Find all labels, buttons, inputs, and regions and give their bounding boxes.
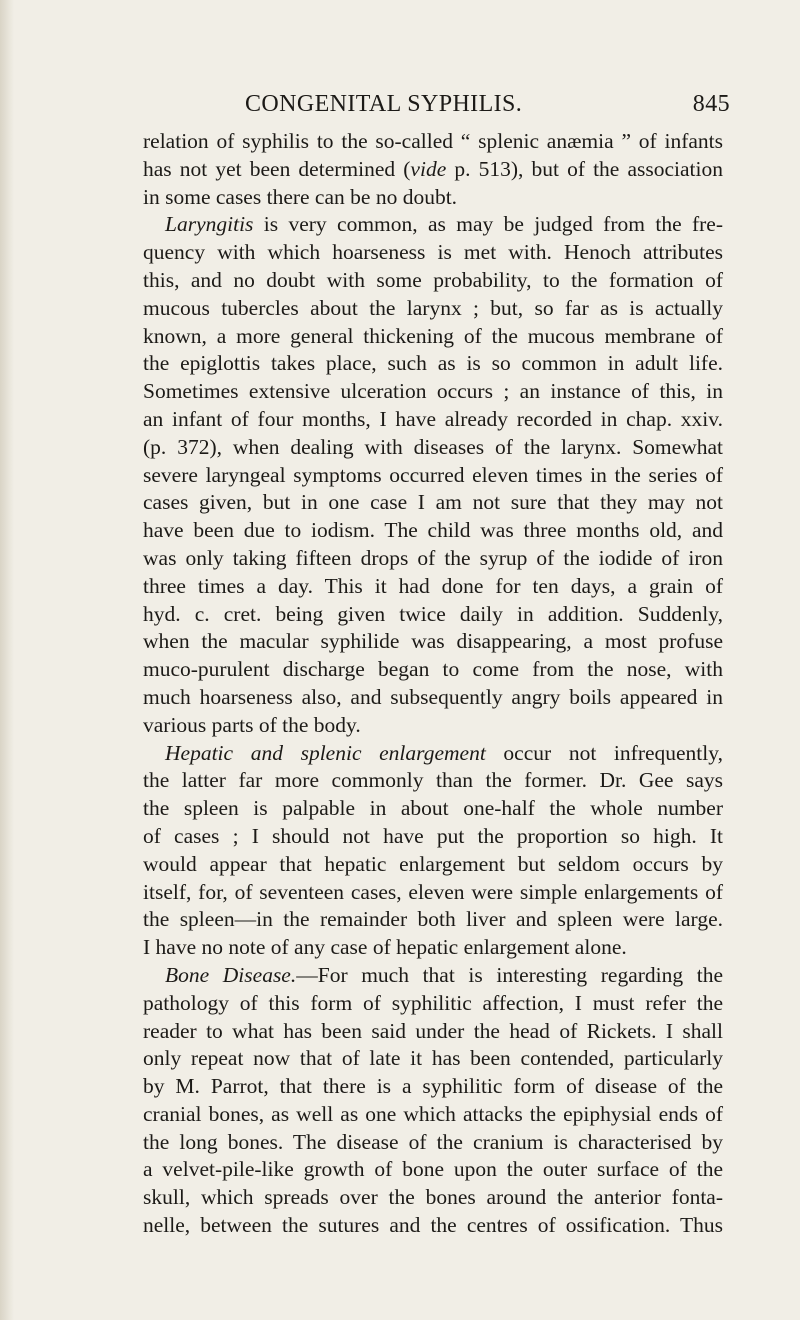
- text-segment: occur not infrequently,: [485, 740, 723, 765]
- body-text: [143, 128, 723, 1240]
- text-segment: this, and no doubt with some probability, to the formation of: [143, 267, 723, 292]
- page-number: 845: [692, 91, 730, 117]
- text-segment: would appear that hepatic enlargement but seldom occurs by: [143, 851, 723, 876]
- text-segment: the latter far more commonly than the former. Dr. Gee says: [143, 768, 723, 793]
- text-line: [143, 184, 723, 212]
- text-segment: of cases ; I should not have put the proportion so high. It: [143, 823, 723, 848]
- text-line: [143, 406, 723, 434]
- text-segment: when the macular syphilide was disappearing, a most profuse: [143, 629, 723, 654]
- text-segment: mucous tubercles about the larynx ; but, so far as is actually: [143, 295, 723, 320]
- text-segment: the spleen—in the remainder both liver and spleen were large.: [143, 907, 723, 932]
- text-line: [143, 1212, 723, 1240]
- italic-text: Hepatic and splenic enlargement: [165, 740, 486, 765]
- text-segment: has not yet been determined (: [143, 156, 411, 181]
- text-segment: —For much that is interesting regarding the: [296, 962, 723, 987]
- text-line: [143, 350, 723, 378]
- text-line: [143, 156, 723, 184]
- page-header: [150, 89, 730, 119]
- text-line: [143, 1129, 723, 1157]
- text-segment: the spleen is palpable in about one-half the whole number: [143, 796, 723, 821]
- text-segment: the long bones. The disease of the cranium is characterised by: [143, 1129, 723, 1154]
- text-line: [143, 934, 723, 962]
- text-segment: have been due to iodism. The child was three months old, and: [143, 518, 723, 543]
- text-line: [143, 573, 723, 601]
- text-line: [143, 990, 723, 1018]
- text-segment: three times a day. This it had done for ten days, a grain of: [143, 573, 723, 598]
- text-segment: only repeat now that of late it has been contended, particularly: [143, 1046, 723, 1071]
- text-line: [143, 712, 723, 740]
- text-segment: was only taking fifteen drops of the syrup of the iodide of iron: [143, 545, 723, 570]
- text-segment: the epiglottis takes place, such as is so common in adult life.: [143, 351, 723, 376]
- text-segment: is very common, as may be judged from the fre-: [253, 212, 723, 237]
- text-segment: Sometimes extensive ulceration occurs ; an instance of this, in: [143, 379, 723, 404]
- text-line: [143, 295, 723, 323]
- text-line: [143, 462, 723, 490]
- text-line: [143, 628, 723, 656]
- text-line: [143, 962, 723, 990]
- text-line: [143, 1073, 723, 1101]
- text-line: [143, 434, 723, 462]
- binding-shadow: [0, 0, 14, 1320]
- text-line: [143, 517, 723, 545]
- text-segment: known, a more general thickening of the mucous membrane of: [143, 323, 723, 348]
- running-head: CONGENITAL SYPHILIS.: [245, 91, 523, 117]
- text-line: [143, 1156, 723, 1184]
- text-line: [143, 239, 723, 267]
- text-line: [143, 489, 723, 517]
- text-segment: much hoarseness also, and subsequently angry boils appeared in: [143, 684, 723, 709]
- text-segment: in some cases there can be no doubt.: [143, 184, 458, 209]
- text-line: [143, 851, 723, 879]
- text-segment: quency with which hoarseness is met with. Henoch attributes: [143, 240, 723, 265]
- text-segment: reader to what has been said under the head of Rickets. I shall: [143, 1018, 723, 1043]
- text-line: [143, 1045, 723, 1073]
- text-line: [143, 879, 723, 907]
- text-segment: by M. Parrot, that there is a syphilitic form of disease of the: [143, 1074, 723, 1099]
- text-line: [143, 740, 723, 768]
- italic-text: vide: [410, 156, 447, 181]
- text-line: [143, 128, 723, 156]
- text-line: [143, 378, 723, 406]
- italic-text: Bone Disease.: [165, 962, 297, 987]
- text-line: [143, 267, 723, 295]
- text-line: [143, 211, 723, 239]
- text-segment: a velvet-pile-like growth of bone upon the outer surface of the: [143, 1157, 723, 1182]
- text-segment: an infant of four months, I have already recorded in chap. xxiv.: [143, 406, 723, 431]
- text-segment: pathology of this form of syphilitic affection, I must refer the: [143, 990, 723, 1015]
- text-segment: cranial bones, as well as one which attacks the epiphysial ends of: [143, 1101, 723, 1126]
- text-segment: cases given, but in one case I am not sure that they may not: [143, 490, 723, 515]
- text-line: [143, 684, 723, 712]
- text-line: [143, 545, 723, 573]
- text-line: [143, 906, 723, 934]
- text-segment: itself, for, of seventeen cases, eleven were simple enlargements of: [143, 879, 723, 904]
- text-line: [143, 601, 723, 629]
- text-line: [143, 767, 723, 795]
- text-segment: I have no note of any case of hepatic enlargement alone.: [143, 935, 627, 960]
- text-line: [143, 795, 723, 823]
- text-segment: relation of syphilis to the so-called “ splenic anæmia ” of infants: [143, 129, 723, 153]
- text-segment: skull, which spreads over the bones around the anterior fonta-: [143, 1185, 723, 1210]
- text-segment: hyd. c. cret. being given twice daily in addition. Suddenly,: [143, 601, 723, 626]
- text-segment: nelle, between the sutures and the centres of ossification. Thus: [143, 1213, 723, 1238]
- text-segment: (p. 372), when dealing with diseases of the larynx. Somewhat: [143, 434, 723, 459]
- text-line: [143, 323, 723, 351]
- italic-text: Laryngitis: [165, 212, 254, 237]
- text-segment: muco-purulent discharge began to come from the nose, with: [143, 657, 723, 682]
- text-segment: various parts of the body.: [143, 712, 361, 737]
- text-line: [143, 656, 723, 684]
- text-line: [143, 1184, 723, 1212]
- text-line: [143, 823, 723, 851]
- text-line: [143, 1018, 723, 1046]
- text-line: [143, 1101, 723, 1129]
- text-segment: severe laryngeal symptoms occurred eleven times in the series of: [143, 462, 723, 487]
- text-segment: p. 513), but of the association: [446, 156, 723, 181]
